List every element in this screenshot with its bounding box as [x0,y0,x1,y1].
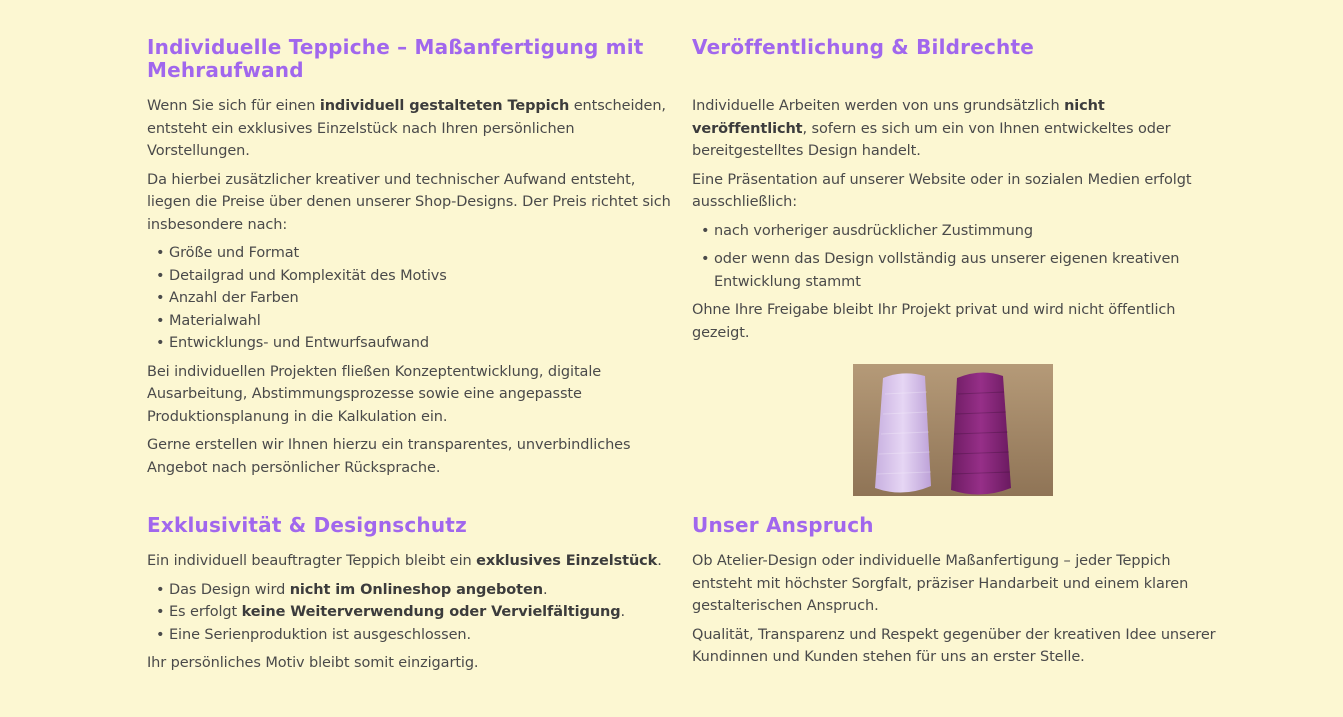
publication-presentation-text: Eine Präsentation auf unserer Website oder in sozialen Medien erfolgt ausschließlich: [692,171,1192,210]
custom-rugs-pricing-text: Da hierbei zusätzlicher kreativer und technischer Aufwand entsteht, liegen die Preise über denen unserer Shop-Designs. Der Preis richtet sich insbesondere nach: [147,171,671,233]
list-item: • Größe und Format [156,245,300,261]
list-item: • Eine Serienproduktion ist ausgeschlossen. [156,626,472,643]
custom-rugs-intro: Wenn Sie sich für einen individuell gestalteten Teppich entscheiden, entsteht ein exklusives Einzelstück nach Ihren persönlichen Vorstellungen. [147,98,666,159]
exclusivity-intro: Ein individuell beauftragter Teppich bleibt ein exklusives Einzelstück. [147,553,662,569]
list-item: • Anzahl der Farben [156,290,299,306]
exclusivity-section [147,514,672,681]
list-item: • Materialwahl [156,312,261,329]
publication-section [692,36,1217,496]
list-item: • nach vorheriger ausdrücklicher Zustimmung [701,222,1033,239]
claim-text-2: Qualität, Transparenz und Respekt gegenüber der kreativen Idee unserer Kundinnen und Kunden stehen für uns an erster Stelle. [692,626,1216,665]
list-item: • Es erfolgt keine Weiterverwendung oder Vervielfältigung. [156,604,626,620]
yarn-cones-image [853,364,1053,496]
publication-intro: Individuelle Arbeiten werden von uns grundsätzlich nicht veröffentlicht, sofern es sich um ein von Ihnen entwickeltes oder bereitgestelltes Design handelt. [692,98,1171,159]
claim-section [692,514,1217,675]
custom-rugs-section [147,36,672,485]
list-item: • Entwicklungs- und Entwurfsaufwand [156,335,429,351]
exclusivity-closing-text: Ihr persönliches Motiv bleibt somit einzigartig. [147,655,479,671]
list-item: • Das Design wird nicht im Onlineshop angeboten. [156,581,548,598]
exclusivity-list [147,579,672,647]
exclusivity-heading: Exklusivität & Designschutz [147,513,467,537]
custom-rugs-offer-text: Gerne erstellen wir Ihnen hierzu ein transparentes, unverbindliches Angebot nach persönlicher Rücksprache. [147,437,631,476]
custom-rugs-process-text: Bei individuellen Projekten fließen Konzeptentwicklung, digitale Ausarbeitung, Abstimmungsprozesse sowie eine angepasste Produktionsplanung in die Kalkulation ein. [147,363,602,425]
publication-privacy-text: Ohne Ihre Freigabe bleibt Ihr Projekt privat und wird nicht öffentlich gezeigt. [692,302,1176,341]
list-item: • oder wenn das Design vollständig aus unserer eigenen kreativen Entwicklung stammt [701,251,1180,290]
custom-rugs-heading: Individuelle Teppiche – Maßanfertigung mit Mehraufwand [147,35,644,82]
list-item: • Detailgrad und Komplexität des Motivs [156,267,447,284]
publication-heading: Veröffentlichung & Bildrechte [692,35,1035,59]
price-factors-list [147,242,672,355]
publication-conditions-list [692,220,1217,294]
claim-heading: Unser Anspruch [692,513,874,537]
claim-text-1: Ob Atelier-Design oder individuelle Maßanfertigung – jeder Teppich entsteht mit höchster Sorgfalt, präziser Handarbeit und einem klaren gestalterischen Anspruch. [692,553,1189,614]
